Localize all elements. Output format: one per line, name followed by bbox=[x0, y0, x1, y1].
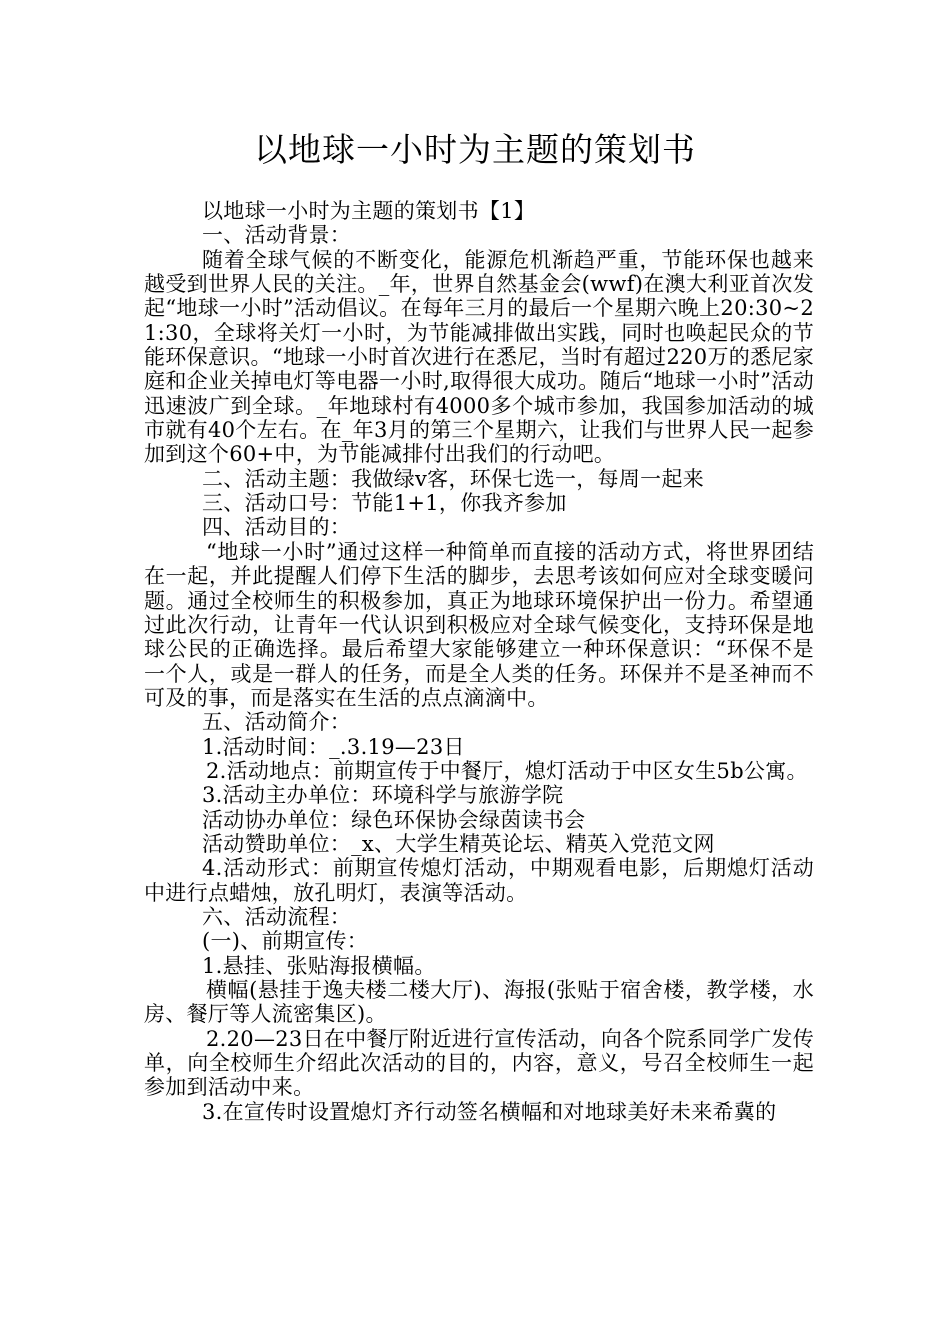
section-heading-purpose: 四、活动目的： bbox=[202, 515, 352, 540]
list-item-format: 4.活动形式：前期宣传熄灯活动，中期观看电影，后期熄灯活动中进行点蜡烛，放孔明灯，表演等活动。 bbox=[144, 856, 814, 905]
list-item-banners: 1.悬挂、张贴海报横幅。 bbox=[202, 953, 436, 978]
document-body bbox=[144, 199, 814, 1124]
section-heading-slogan: 三、活动口号：节能1+1，你我齐参加 bbox=[202, 491, 567, 516]
list-item-leaflets: 2.20—23日在中餐厅附近进行宣传活动，向各个院系同学广发传单，向全校师生介绍此次活动的目的，内容，意义，号召全校师生一起参加到活动中来。 bbox=[144, 1026, 814, 1100]
section-heading-intro: 五、活动简介： bbox=[202, 710, 352, 735]
list-item-co-organizer: 活动协办单位：绿色环保协会绿茵读书会 bbox=[202, 807, 586, 832]
document-title: 以地球一小时为主题的策划书 bbox=[254, 130, 696, 169]
subtitle-paragraph: 以地球一小时为主题的策划书【1】 bbox=[202, 199, 536, 223]
list-item-signature: 3.在宣传时设置熄灯齐行动签名横幅和对地球美好未来希冀的 bbox=[202, 1099, 777, 1124]
list-item-location: 2.活动地点：前期宣传于中餐厅，熄灯活动于中区女生5b公寓。 bbox=[206, 758, 808, 783]
section-heading-process: 六、活动流程： bbox=[202, 904, 352, 929]
list-item-sponsor: 活动赞助单位：_x、大学生精英论坛、精英入党范文网 bbox=[202, 831, 715, 856]
list-item-organizer: 3.活动主办单位：环境科学与旅游学院 bbox=[202, 783, 564, 808]
section-heading-background: 一、活动背景： bbox=[202, 223, 352, 248]
subsection-heading-promotion: (一)、前期宣传： bbox=[202, 929, 369, 954]
paragraph-purpose: “地球一小时”通过这样一种简单而直接的活动方式，将世界团结在一起，并此提醒人们停下生活的脚步，去思考该如何应对全球变暖问题。通过全校师生的积极参加，真正为地球环境保护出一份力。希望通过此次行动，让青年一代认识到积极应对全球气候变化，支持环保是地球公民的正确选择。最后希望大家能够建立一种环保意识：“环保不是一个人，或是一群人的任务，而是全人类的任务。环保并不是圣神而不可及的事，而是落实在生活的点点滴滴中。 bbox=[144, 539, 814, 710]
paragraph-background: 随着全球气候的不断变化，能源危机渐趋严重，节能环保也越来越受到世界人民的关注。_年，世界自然基金会(wwf)在澳大利亚首次发起“地球一小时”活动倡议。在每年三月的最后一个星期六晚上20:30~21:30，全球将关灯一小时，为节能减排做出实践，同时也唤起民众的节能环保意识。“地球一小时首次进行在悉尼，当时有超过220万的悉尼家庭和企业关掉电灯等电器一小时,取得很大成功。随后“地球一小时”活动迅速波广到全球。_年地球村有4000多个城市参加，我国参加活动的城市就有40个左右。在_年3月的第三个星期六，让我们与世界人民一起参加到这个60+中，为节能减排付出我们的行动吧。 bbox=[144, 247, 814, 467]
section-heading-theme: 二、活动主题：我做绿v客，环保七选一，每周一起来 bbox=[202, 466, 705, 491]
list-item-time: 1.活动时间：_.3.19—23日 bbox=[202, 734, 465, 759]
paragraph-banners: 横幅(悬挂于逸夫楼二楼大厅)、海报(张贴于宿舍楼，教学楼，水房、餐厅等人流密集区)。 bbox=[144, 978, 814, 1027]
